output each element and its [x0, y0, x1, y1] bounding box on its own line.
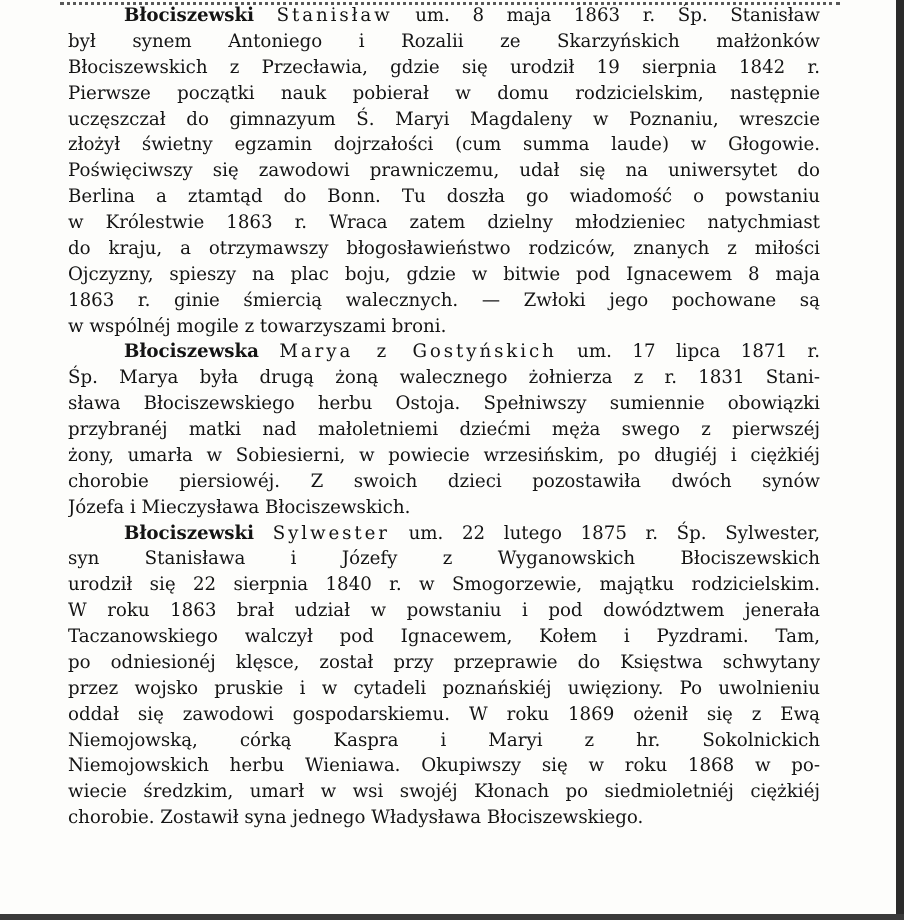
- text-line: Poświęciwszy się zawodowi prawniczemu, udał się na uniwersytet do: [68, 160, 820, 182]
- entry-heading-line: [68, 3, 820, 29]
- text-line: chorobie piersiowéj. Z swoich dzieci pozostawiła dwóch synów: [68, 470, 820, 492]
- obituary-entry-stanislaw: [68, 3, 820, 339]
- text-line: W roku 1863 brał udział w powstaniu i pod dowództwem jenerała: [68, 600, 820, 622]
- text-line: Berlina a ztamtąd do Bonn. Tu doszła go wiadomość o powstaniu: [68, 186, 820, 208]
- page-edge-right: [896, 0, 904, 920]
- text-line: do kraju, a otrzymawszy błogosławieństwo rodziców, znanych z miłości: [68, 237, 820, 259]
- text-line: przez wojsko pruskie i w cytadeli poznańskiéj uwięziony. Po uwolnieniu: [68, 677, 820, 699]
- given-name: Stanisław: [276, 5, 393, 26]
- text-line: Śp. Marya była drugą żoną walecznego żołnierza z r. 1831 Stani-: [68, 367, 820, 389]
- surname-heading: Błociszewska: [124, 341, 259, 363]
- text-line: był synem Antoniego i Rozalii ze Skarzyńskich małżonków: [68, 30, 820, 52]
- page-edge-bottom: [0, 914, 904, 920]
- text-line: Błociszewskich z Przecławia, gdzie się urodził 19 sierpnia 1842 r.: [68, 56, 820, 78]
- text-line: po odniesionéj klęsce, został przy przeprawie do Księstwa schwytany: [68, 651, 820, 673]
- obituary-text: [68, 3, 820, 831]
- entry-heading-line: [68, 521, 820, 547]
- surname-heading: Błociszewski: [124, 522, 255, 544]
- obituary-entry-marya: [68, 339, 820, 520]
- obituary-entry-sylwester: [68, 521, 820, 832]
- text-line: Pierwsze początki nauk pobierał w domu rodzicielskim, następnie: [68, 82, 820, 104]
- text-line: w Królestwie 1863 r. Wraca zatem dzielny młodzieniec natychmiast: [68, 212, 820, 233]
- text-line: Ojczyzny, spieszy na plac boju, gdzie w bitwie pod Ignacewem 8 maja: [68, 263, 820, 285]
- entry-heading-line: [68, 339, 820, 365]
- text-line: żony, umarła w Sobiesierni, w powiecie wrzesińskim, po długiéj i ciężkiéj: [68, 444, 820, 466]
- text-line: wiecie średzkim, umarł w wsi swojéj Kłonach po siedmioletniéj ciężkiéj: [68, 781, 820, 803]
- text-line: Józefa i Mieczysława Błociszewskich.: [68, 496, 411, 518]
- surname-heading: Błociszewski: [124, 5, 255, 26]
- text-line: Niemojowską, córką Kaspra i Maryi z hr. Sokolnickich: [68, 729, 820, 751]
- text-line: przybranéj matki nad małoletniemi dziećmi męża swego z pierwszéj: [68, 419, 820, 440]
- text-line: Taczanowskiego walczył pod Ignacewem, Kołem i Pyzdrami. Tam,: [68, 626, 820, 647]
- given-name: Sylwester: [272, 522, 390, 544]
- death-date: um. 8 maja 1863 r. Śp. Stanisław: [392, 5, 820, 26]
- text-line: chorobie. Zostawił syna jednego Władysława Błociszewskiego.: [68, 807, 644, 829]
- text-line: 1863 r. ginie śmiercią walecznych. — Zwłoki jego pochowane są: [68, 289, 820, 311]
- death-date: um. 17 lipca 1871 r.: [556, 341, 820, 363]
- text-line: uczęszczał do gimnazyum Ś. Maryi Magdaleny w Poznaniu, wreszcie: [68, 108, 820, 130]
- text-line: urodził się 22 sierpnia 1840 r. w Smogorzewie, majątku rodzicielskim.: [68, 574, 820, 596]
- text-line: oddał się zawodowi gospodarskiemu. W roku 1869 ożenił się z Ewą: [68, 703, 820, 725]
- death-date: um. 22 lutego 1875 r. Śp. Sylwester,: [389, 522, 820, 544]
- text-line: Niemojowskich herbu Wieniawa. Okupiwszy się w roku 1868 w po-: [68, 755, 820, 777]
- given-name: Marya z Gostyńskich: [279, 341, 557, 363]
- text-line: syn Stanisława i Józefy z Wyganowskich Błociszewskich: [68, 548, 820, 570]
- text-line: w wspólnéj mogile z towarzyszami broni.: [68, 315, 447, 337]
- text-line: sława Błociszewskiego herbu Ostoja. Spełniwszy sumiennie obowiązki: [68, 393, 820, 415]
- text-line: złożył świetny egzamin dojrzałości (cum summa laude) w Głogowie.: [68, 134, 820, 156]
